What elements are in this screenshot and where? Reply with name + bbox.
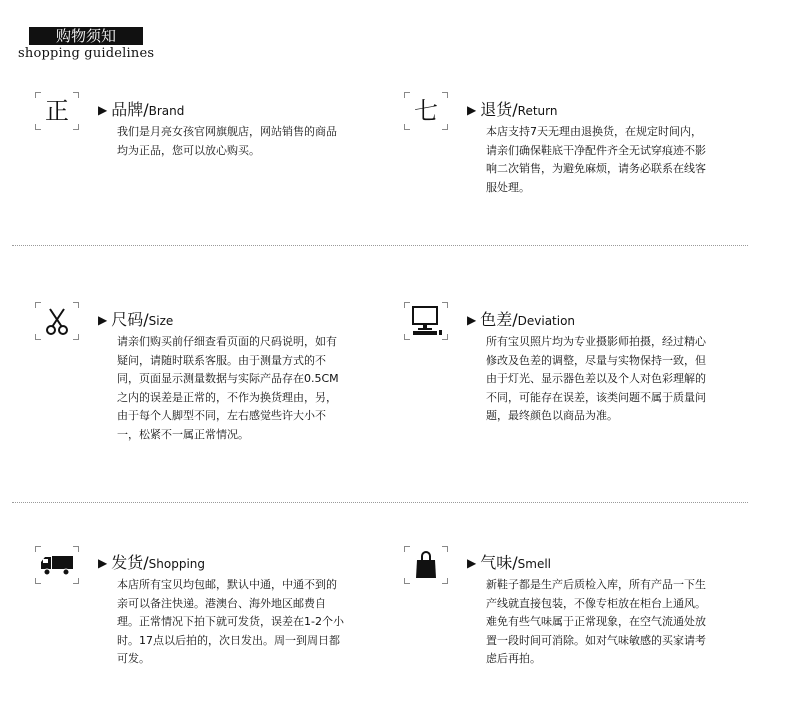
header-title-badge: 购物须知 — [29, 27, 143, 45]
shopping-bag-icon — [404, 546, 448, 584]
triangle-arrow-icon: ▶ — [467, 103, 477, 117]
section-divider — [12, 245, 748, 246]
scissors-icon — [35, 302, 79, 340]
size-title: ▶ 尺码/Size — [98, 310, 174, 329]
deviation-description: 所有宝贝照片均为专业摄影师拍摄，经过精心修改及色差的调整，尽量与实物保持一致，但由于灯光、显示器色差以及个人对色彩理解的不同，可能存在误差，该类问题不属于质量问题，最终颜色以商品为准。 — [486, 335, 706, 422]
brand-title: ▶ 品牌/Brand — [98, 100, 185, 119]
triangle-arrow-icon: ▶ — [467, 556, 477, 570]
delivery-truck-icon — [35, 546, 79, 584]
shipping-title: ▶ 发货/Shopping — [98, 553, 205, 572]
size-description: 请亲们购买前仔细查看页面的尺码说明，如有疑问，请随时联系客服。由于测量方式的不同，页面显示测量数据与实际产品存在0.5CM之内的误差是正常的，不作为换货理由，另，由于每个人脚型不同，左右感觉些许大小不一，松紧不一属正常情况。 — [117, 335, 339, 441]
shipping-description: 本店所有宝贝均包邮，默认中通，中通不到的亲可以备注快递。港澳台、海外地区邮费自理。正常情况下拍下就可发货，误差在1-2个小时。17点以后拍的，次日发出。周一到周日都可发。 — [117, 578, 344, 665]
zheng-character-icon: 正 — [35, 92, 79, 130]
return-title: ▶ 退货/Return — [467, 100, 558, 119]
triangle-arrow-icon: ▶ — [98, 556, 108, 570]
deviation-title: ▶ 色差/Deviation — [467, 310, 576, 329]
triangle-arrow-icon: ▶ — [467, 313, 477, 327]
monitor-icon — [404, 302, 448, 340]
header-subtitle: shopping guidelines — [18, 46, 155, 61]
smell-description: 新鞋子都是生产后质检入库，所有产品一下生产线就直接包装，不像专柜放在柜台上通风。难免有些气味属于正常现象，在空气流通处放置一段时间可消除。如对气味敏感的买家请考虑后再拍。 — [486, 578, 706, 665]
triangle-arrow-icon: ▶ — [98, 103, 108, 117]
brand-description: 我们是月亮女孩官网旗舰店，网站销售的商品均为正品，您可以放心购买。 — [117, 125, 337, 157]
section-divider — [12, 502, 748, 503]
triangle-arrow-icon: ▶ — [98, 313, 108, 327]
qi-character-icon: 七 — [404, 92, 448, 130]
return-description: 本店支持7天无理由退换货，在规定时间内，请亲们确保鞋底干净配件齐全无试穿痕迹不影响二次销售，为避免麻烦，请务必联系在线客服处理。 — [486, 125, 706, 194]
smell-title: ▶ 气味/Smell — [467, 553, 551, 572]
